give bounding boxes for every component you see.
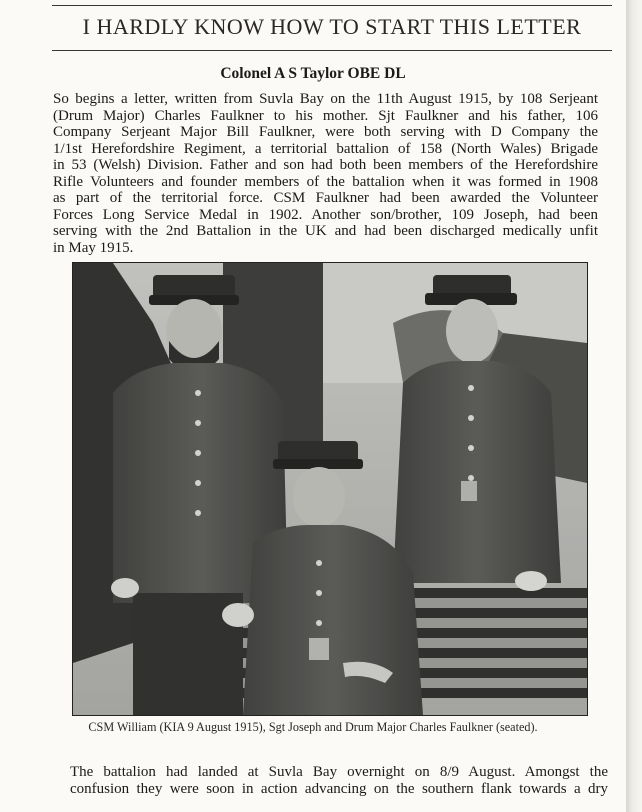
- intro-paragraph: [53, 91, 598, 256]
- intro-line: in May 1915.: [53, 239, 134, 256]
- intro-line: (Drum Major) Charles Faulkner to his mother. Sjt Faulkner and his father, 106: [53, 107, 598, 124]
- author-byline: Colonel A S Taylor OBE DL: [220, 65, 406, 82]
- intro-line: serving with the 2nd Battalion in the UK and had been discharged medically unfit: [53, 223, 598, 239]
- page-edge-shadow: [626, 0, 642, 812]
- intro-line: Rifle Volunteers and founder members of the battalion when it was formed in 1908: [53, 173, 598, 190]
- historic-photograph: [72, 262, 588, 716]
- body-line: confusion they were soon in action advancing on the southern flank towards a dry: [70, 781, 608, 797]
- header-rule-top: [52, 5, 612, 6]
- intro-line: as part of the territorial force. CSM Faulkner had been awarded the Volunteer: [53, 190, 598, 206]
- body-paragraph: [70, 764, 608, 798]
- body-line: The battalion had landed at Suvla Bay overnight on 8/9 August. Amongst the: [70, 764, 608, 780]
- article-title: I HARDLY KNOW HOW TO START THIS LETTER: [82, 14, 582, 39]
- intro-line: Forces Long Service Medal in 1902. Another son/brother, 109 Joseph, had been: [53, 206, 598, 223]
- intro-line: Company Serjeant Major Bill Faulkner, were both serving with D Company the: [53, 124, 598, 140]
- intro-line: 1/1st Herefordshire Regiment, a territorial battalion of 158 (North Wales) Brigade: [53, 140, 598, 157]
- intro-line: So begins a letter, written from Suvla Bay on the 11th August 1915, by 108 Serjeant: [53, 91, 598, 107]
- photo-caption: CSM William (KIA 9 August 1915), Sgt Joseph and Drum Major Charles Faulkner (seated).: [88, 720, 538, 734]
- header-rule-bottom: [52, 50, 612, 51]
- intro-line: in 53 (Welsh) Division. Father and son had both been members of the Herefordshire: [53, 157, 598, 173]
